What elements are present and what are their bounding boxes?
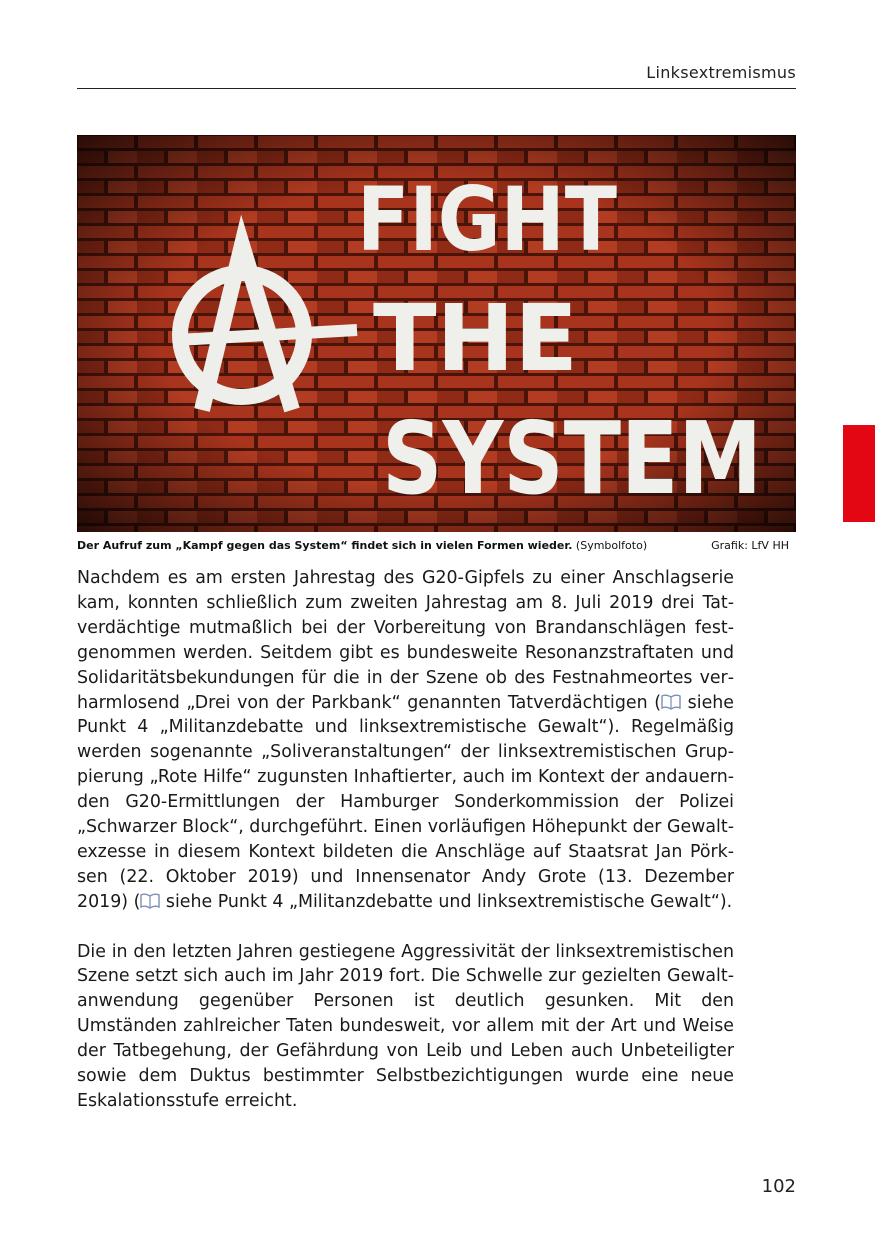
page-number: 102	[761, 1176, 796, 1197]
paragraph-2: Die in den letzten Jahren gestiegene Aggressivität der linksextremistischen Szene setzt sich auch im Jahr 2019 fort. Die Schwelle zur gezielten Gewaltanwendung gegenüber Personen ist deutlich gesunken. Mit den Umständen zahlreicher Taten bundesweit, vor allem mit der Art und Weise der Tatbegehung, der Gefährdung von Leib und Leben auch Unbeteiligter sowie dem Duktus bestimmter Selbstbezichtigungen wurde eine neue Eskalationsstufe erreicht.	[77, 941, 734, 1112]
book-icon[interactable]	[140, 893, 160, 909]
image-word-fight: FIGHT	[357, 168, 617, 271]
caption-title: Der Aufruf zum „Kampf gegen das System“ findet sich in vielen Formen wieder.	[77, 539, 573, 552]
image-word-the: THE	[373, 285, 578, 392]
running-header: Linksextremismus	[646, 63, 796, 82]
paragraph-1	[77, 566, 734, 915]
image-word-system: SYSTEM	[382, 400, 762, 517]
figure-caption	[77, 539, 789, 552]
photo-credit: Grafik: LfV HH	[711, 539, 789, 552]
header-divider	[77, 88, 796, 89]
paragraph-1-part-a: Nachdem es am ersten Jahrestag des G20-Gipfels zu einer Anschlagserie kam, konnten schließlich zum zweiten Jahrestag am 8. Juli 2019 drei Tatverdächtige mutmaßlich bei der Vorbereitung von Brandanschlägen festgenommen werden. Seitdem gibt es bundesweite Resonanzstraftaten und Solidaritätsbekundungen für die in der Szene ob des Festnahmeortes verharmlosend „Drei von der Parkbank“ genannten Tatverdächtigen (	[77, 568, 734, 713]
chapter-tab-marker	[843, 425, 875, 522]
body-text	[77, 566, 734, 1139]
symbol-photo	[77, 135, 796, 532]
book-icon[interactable]	[661, 694, 681, 710]
caption-note: (Symbolfoto)	[572, 539, 648, 552]
paragraph-1-part-c: siehe Punkt 4 „Militanzdebatte und linksextremistische Gewalt“).	[160, 891, 733, 912]
paragraph-1-part-b: siehe Punkt 4 „Militanzdebatte und linksextremistische Gewalt“). Regelmäßig werden sogenannte „Soliveranstaltungen“ der linksextremistischen Gruppierung „Rote Hilfe“ zugunsten Inhaftierter, auch im Kontext der andauernden G20-Ermittlungen der Hamburger Sonderkommission der Polizei „Schwarzer Block“, durchgeführt. Einen vorläufigen Höhepunkt der Gewaltexzesse in diesem Kontext bildeten die Anschläge auf Staatsrat Jan Pörksen (22. Oktober 2019) und Innensenator Andy Grote (13. Dezember 2019) (	[77, 692, 734, 912]
